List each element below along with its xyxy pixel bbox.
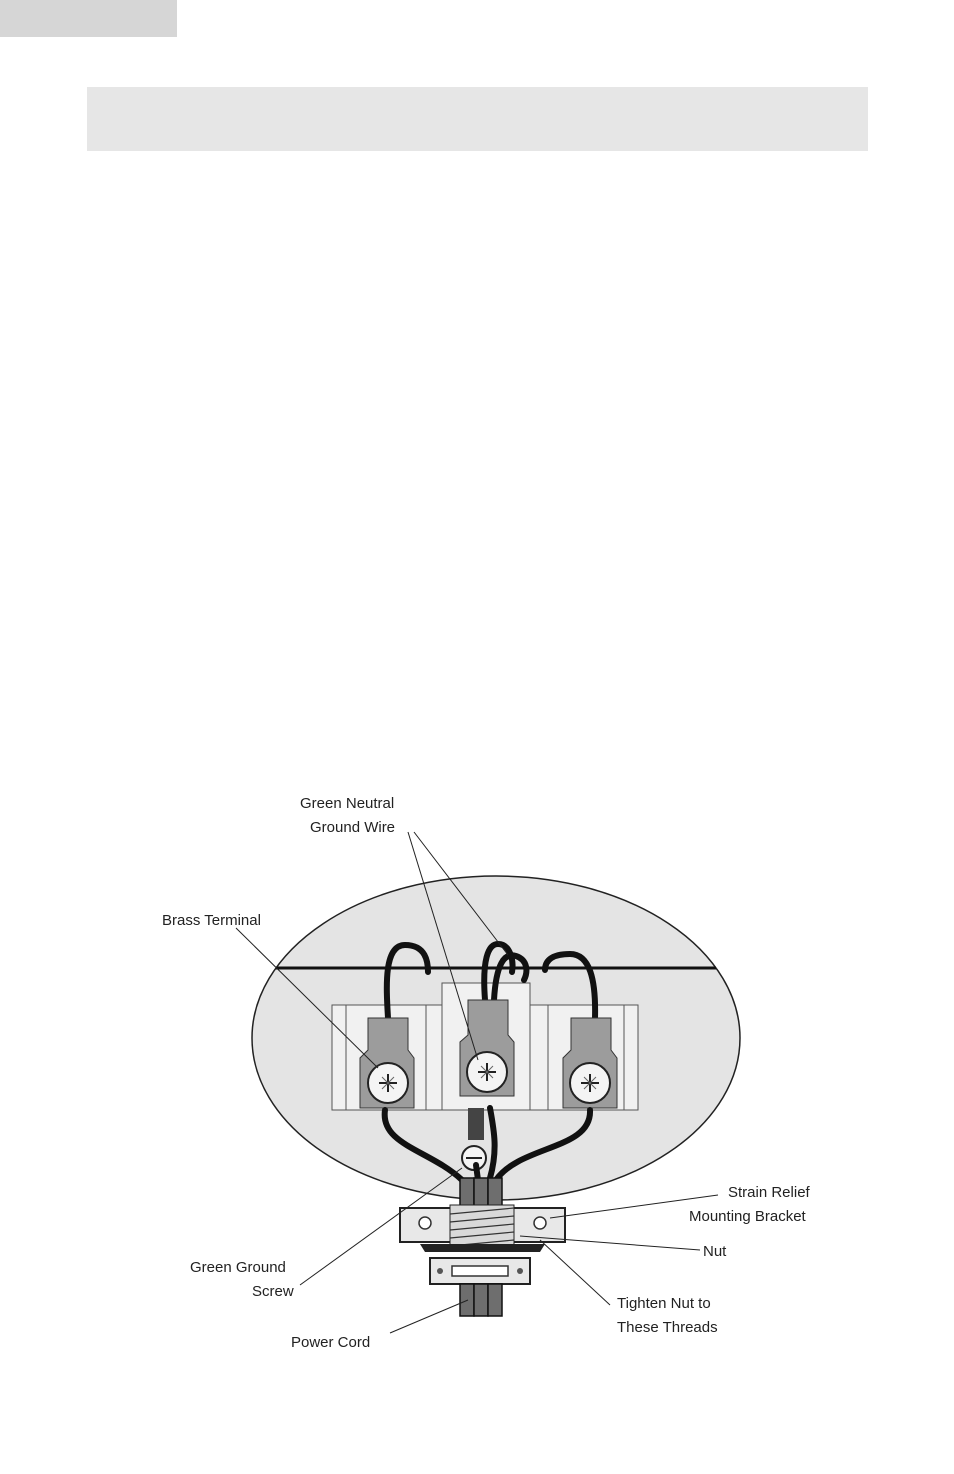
label-screw: Screw xyxy=(252,1283,294,1300)
label-power-cord: Power Cord xyxy=(291,1334,371,1351)
label-ground-wire: Ground Wire xyxy=(310,819,396,836)
screw-left xyxy=(368,1063,408,1103)
screw-center xyxy=(467,1052,507,1092)
label-strain-relief: Strain Relief xyxy=(728,1184,810,1201)
cord-clamp xyxy=(430,1258,530,1284)
label-nut: Nut xyxy=(703,1243,727,1260)
nut xyxy=(420,1244,545,1252)
label-brass-terminal: Brass Terminal xyxy=(162,912,261,929)
label-mounting-bracket: Mounting Bracket xyxy=(689,1208,806,1225)
label-tighten-nut: Tighten Nut to xyxy=(617,1295,711,1312)
power-cord-conductors xyxy=(460,1284,502,1316)
label-green-neutral: Green Neutral xyxy=(300,795,395,812)
label-these-threads: These Threads xyxy=(617,1319,718,1336)
label-green-ground: Green Ground xyxy=(190,1259,286,1276)
screw-right xyxy=(570,1063,610,1103)
ground-strap xyxy=(468,1108,484,1140)
